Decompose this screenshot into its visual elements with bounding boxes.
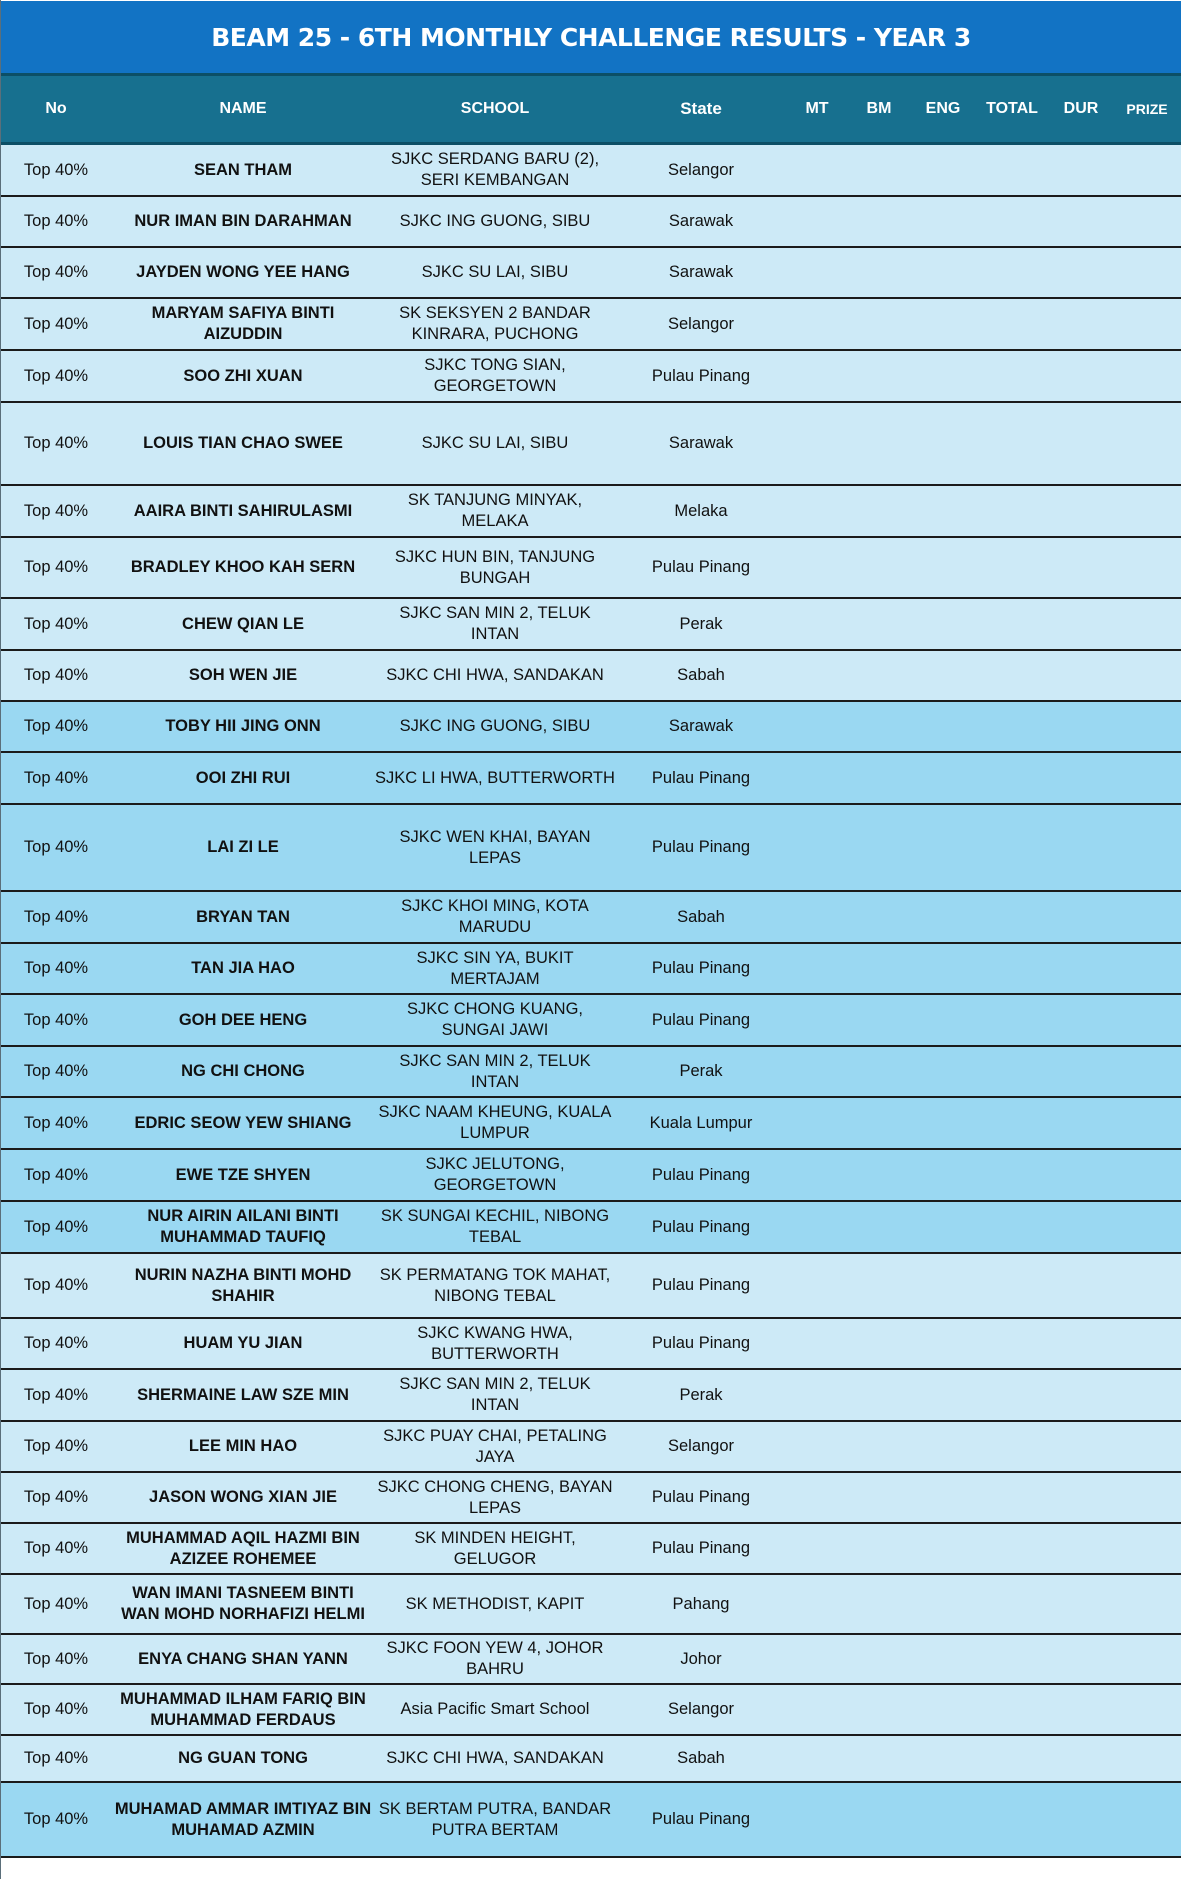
row-name: MARYAM SAFIYA BINTI AIZUDDIN xyxy=(151,304,335,343)
row-no: Top 40% xyxy=(23,666,89,684)
row-no: Top 40% xyxy=(23,1113,89,1132)
table-row xyxy=(1,538,1181,599)
row-no: Top 40% xyxy=(23,1749,89,1767)
table-row xyxy=(1,995,1181,1047)
row-school: SJKC JELUTONG, GEORGETOWN xyxy=(425,1155,565,1194)
row-state: Melaka xyxy=(674,501,728,520)
row-school: SJKC ING GUONG, SIBU xyxy=(399,212,591,230)
row-name: SOO ZHI XUAN xyxy=(183,366,303,385)
row-state: Pulau Pinang xyxy=(651,1165,751,1184)
row-school: SJKC WEN KHAI, BAYAN LEPAS xyxy=(399,827,591,867)
row-no: Top 40% xyxy=(23,1385,89,1404)
row-name: EDRIC SEOW YEW SHIANG xyxy=(134,1113,352,1132)
row-school: SK TANJUNG MINYAK, MELAKA xyxy=(407,491,583,530)
row-name: WAN IMANI TASNEEM BINTI WAN MOHD NORHAFIZI HELMI xyxy=(121,1584,365,1623)
row-state: Pulau Pinang xyxy=(651,1276,751,1294)
row-school: SJKC CHI HWA, SANDAKAN xyxy=(386,1749,604,1767)
row-name: NUR AIRIN AILANI BINTI MUHAMMAD TAUFIQ xyxy=(147,1207,339,1246)
row-name: ENYA CHANG SHAN YANN xyxy=(138,1649,348,1668)
row-name: TAN JIA HAO xyxy=(191,959,295,977)
row-no: Top 40% xyxy=(23,366,89,385)
row-state: Kuala Lumpur xyxy=(649,1113,753,1132)
row-no: Top 40% xyxy=(23,1062,89,1080)
row-school: SJKC SU LAI, SIBU xyxy=(421,263,569,281)
header-dur: DUR xyxy=(1063,100,1099,117)
row-name: LEE MIN HAO xyxy=(188,1437,298,1455)
row-no: Top 40% xyxy=(23,501,89,520)
row-school: SJKC SAN MIN 2, TELUK INTAN xyxy=(399,1375,591,1414)
header-bm: BM xyxy=(866,100,892,117)
table-row xyxy=(1,299,1181,351)
row-school: SK SUNGAI KECHIL, NIBONG TEBAL xyxy=(380,1207,610,1246)
row-school: SJKC NAAM KHEUNG, KUALA LUMPUR xyxy=(378,1103,612,1142)
row-state: Pulau Pinang xyxy=(651,1488,751,1506)
row-school: SJKC FOON YEW 4, JOHOR BAHRU xyxy=(386,1639,604,1678)
table-row xyxy=(1,486,1181,538)
table-row xyxy=(1,651,1181,702)
table-row xyxy=(1,1422,1181,1473)
table-row xyxy=(1,805,1181,892)
header-eng: ENG xyxy=(925,100,961,117)
table-row xyxy=(1,1685,1181,1736)
row-state: Perak xyxy=(679,614,723,633)
table-row xyxy=(1,1635,1181,1685)
row-no: Top 40% xyxy=(23,1165,89,1184)
table-row xyxy=(1,1783,1181,1858)
header-no: No xyxy=(45,100,67,117)
row-no: Top 40% xyxy=(23,160,89,179)
row-name: HUAM YU JIAN xyxy=(183,1334,303,1352)
table-row xyxy=(1,1047,1181,1098)
row-name: LOUIS TIAN CHAO SWEE xyxy=(143,434,343,452)
row-school: SK SEKSYEN 2 BANDAR KINRARA, PUCHONG xyxy=(399,304,591,343)
page-title: BEAM 25 - 6TH MONTHLY CHALLENGE RESULTS - YEAR 3 xyxy=(1,1,1181,73)
table-row xyxy=(1,1319,1181,1370)
table-row xyxy=(1,351,1181,403)
row-no: Top 40% xyxy=(23,717,89,735)
table-row xyxy=(1,1524,1181,1575)
row-no: Top 40% xyxy=(23,1700,89,1718)
row-no: Top 40% xyxy=(23,1276,89,1294)
table-row xyxy=(1,1150,1181,1202)
row-name: MUHAMMAD AQIL HAZMI BIN AZIZEE ROHEMEE xyxy=(126,1528,360,1568)
row-state: Sarawak xyxy=(668,434,734,452)
row-state: Sarawak xyxy=(668,263,734,281)
row-no: Top 40% xyxy=(23,1539,89,1557)
row-school: SJKC KWANG HWA, BUTTERWORTH xyxy=(417,1323,573,1363)
row-school: SJKC CHI HWA, SANDAKAN xyxy=(386,666,604,684)
row-state: Pahang xyxy=(672,1594,730,1613)
table-row xyxy=(1,702,1181,753)
row-name: AAIRA BINTI SAHIRULASMI xyxy=(133,501,353,520)
row-school: SJKC TONG SIAN, GEORGETOWN xyxy=(424,356,566,395)
header-prize: PRIZE xyxy=(1126,101,1168,117)
row-no: Top 40% xyxy=(23,1594,89,1613)
table-row xyxy=(1,753,1181,805)
row-name: BRADLEY KHOO KAH SERN xyxy=(130,558,356,576)
row-no: Top 40% xyxy=(23,558,89,576)
row-school: SJKC LI HWA, BUTTERWORTH xyxy=(375,768,615,787)
row-state: Perak xyxy=(679,1385,723,1404)
row-school: Asia Pacific Smart School xyxy=(400,1700,590,1718)
row-state: Sarawak xyxy=(668,212,734,230)
row-school: SJKC CHONG KUANG, SUNGAI JAWI xyxy=(406,1000,584,1039)
table-row xyxy=(1,892,1181,944)
row-name: OOI ZHI RUI xyxy=(195,768,291,787)
row-state: Pulau Pinang xyxy=(651,1217,751,1236)
table-row xyxy=(1,944,1181,995)
table-header xyxy=(1,73,1181,145)
row-state: Selangor xyxy=(667,1437,735,1455)
row-name: NG CHI CHONG xyxy=(181,1062,305,1080)
row-no: Top 40% xyxy=(23,314,89,333)
row-no: Top 40% xyxy=(23,1810,89,1828)
row-name: EWE TZE SHYEN xyxy=(175,1165,311,1184)
row-school: SJKC SIN YA, BUKIT MERTAJAM xyxy=(416,948,574,988)
row-state: Selangor xyxy=(667,1700,735,1718)
header-state: State xyxy=(680,99,722,118)
header-mt: MT xyxy=(805,100,829,117)
table-row xyxy=(1,248,1181,299)
row-no: Top 40% xyxy=(23,1334,89,1352)
row-no: Top 40% xyxy=(23,1488,89,1506)
row-state: Pulau Pinang xyxy=(651,1810,751,1828)
row-state: Pulau Pinang xyxy=(651,1334,751,1352)
row-school: SJKC ING GUONG, SIBU xyxy=(399,717,591,735)
row-no: Top 40% xyxy=(23,263,89,281)
row-no: Top 40% xyxy=(23,1010,89,1029)
row-name: SOH WEN JIE xyxy=(188,666,298,684)
table-row xyxy=(1,145,1181,197)
row-name: LAI ZI LE xyxy=(207,838,279,856)
row-school: SJKC CHONG CHENG, BAYAN LEPAS xyxy=(377,1477,613,1517)
row-state: Selangor xyxy=(667,314,735,333)
row-state: Selangor xyxy=(667,160,735,179)
row-name: SEAN THAM xyxy=(193,160,293,179)
row-state: Sabah xyxy=(677,666,725,684)
row-state: Pulau Pinang xyxy=(651,768,751,787)
row-state: Pulau Pinang xyxy=(651,366,751,385)
row-school: SK BERTAM PUTRA, BANDAR PUTRA BERTAM xyxy=(378,1799,612,1839)
row-no: Top 40% xyxy=(23,614,89,633)
row-state: Pulau Pinang xyxy=(651,1010,751,1029)
table-row xyxy=(1,1098,1181,1150)
row-school: SJKC SAN MIN 2, TELUK INTAN xyxy=(399,1051,591,1091)
row-school: SK PERMATANG TOK MAHAT, NIBONG TEBAL xyxy=(379,1265,611,1305)
row-no: Top 40% xyxy=(23,1437,89,1455)
row-state: Johor xyxy=(680,1649,722,1668)
row-state: Pulau Pinang xyxy=(651,959,751,977)
row-state: Pulau Pinang xyxy=(651,1539,751,1557)
row-no: Top 40% xyxy=(23,838,89,856)
row-name: GOH DEE HENG xyxy=(178,1010,308,1029)
header-school: SCHOOL xyxy=(460,100,530,117)
row-no: Top 40% xyxy=(23,959,89,977)
row-school: SJKC PUAY CHAI, PETALING JAYA xyxy=(383,1426,607,1466)
row-name: TOBY HII JING ONN xyxy=(165,717,321,735)
row-name: JASON WONG XIAN JIE xyxy=(149,1488,337,1506)
row-no: Top 40% xyxy=(23,907,89,926)
row-name: JAYDEN WONG YEE HANG xyxy=(136,263,350,281)
row-name: SHERMAINE LAW SZE MIN xyxy=(137,1385,349,1404)
row-name: BRYAN TAN xyxy=(196,907,290,926)
row-name: NG GUAN TONG xyxy=(178,1749,308,1767)
row-school: SJKC SAN MIN 2, TELUK INTAN xyxy=(399,604,591,643)
table-row xyxy=(1,1202,1181,1254)
row-state: Sarawak xyxy=(668,717,734,735)
row-school: SJKC SERDANG BARU (2), SERI KEMBANGAN xyxy=(390,150,600,189)
header-total: TOTAL xyxy=(986,100,1038,117)
table-row xyxy=(1,1473,1181,1524)
header-name: NAME xyxy=(219,100,267,117)
row-state: Pulau Pinang xyxy=(651,838,751,856)
table-row xyxy=(1,1370,1181,1422)
row-name: NURIN NAZHA BINTI MOHD SHAHIR xyxy=(134,1265,352,1305)
row-no: Top 40% xyxy=(23,768,89,787)
row-school: SK MINDEN HEIGHT, GELUGOR xyxy=(414,1528,576,1568)
row-no: Top 40% xyxy=(23,1649,89,1668)
row-name: MUHAMMAD ILHAM FARIQ BIN MUHAMMAD FERDAUS xyxy=(120,1689,366,1729)
row-state: Sabah xyxy=(677,907,725,926)
table-row xyxy=(1,1736,1181,1783)
row-name: MUHAMAD AMMAR IMTIYAZ BIN MUHAMAD AZMIN xyxy=(114,1799,372,1839)
row-school: SJKC KHOI MING, KOTA MARUDU xyxy=(401,897,589,936)
row-no: Top 40% xyxy=(23,434,89,452)
table-row xyxy=(1,1575,1181,1635)
row-school: SJKC HUN BIN, TANJUNG BUNGAH xyxy=(394,547,596,587)
row-no: Top 40% xyxy=(23,1217,89,1236)
row-state: Pulau Pinang xyxy=(651,558,751,576)
row-no: Top 40% xyxy=(23,212,89,230)
row-state: Sabah xyxy=(677,1749,725,1767)
row-school: SJKC SU LAI, SIBU xyxy=(421,434,569,452)
row-state: Perak xyxy=(679,1062,723,1080)
table-row xyxy=(1,197,1181,248)
table-row xyxy=(1,599,1181,651)
row-name: CHEW QIAN LE xyxy=(182,614,304,633)
table-row xyxy=(1,403,1181,486)
row-name: NUR IMAN BIN DARAHMAN xyxy=(134,212,352,230)
table-row xyxy=(1,1254,1181,1319)
row-school: SK METHODIST, KAPIT xyxy=(405,1594,585,1613)
